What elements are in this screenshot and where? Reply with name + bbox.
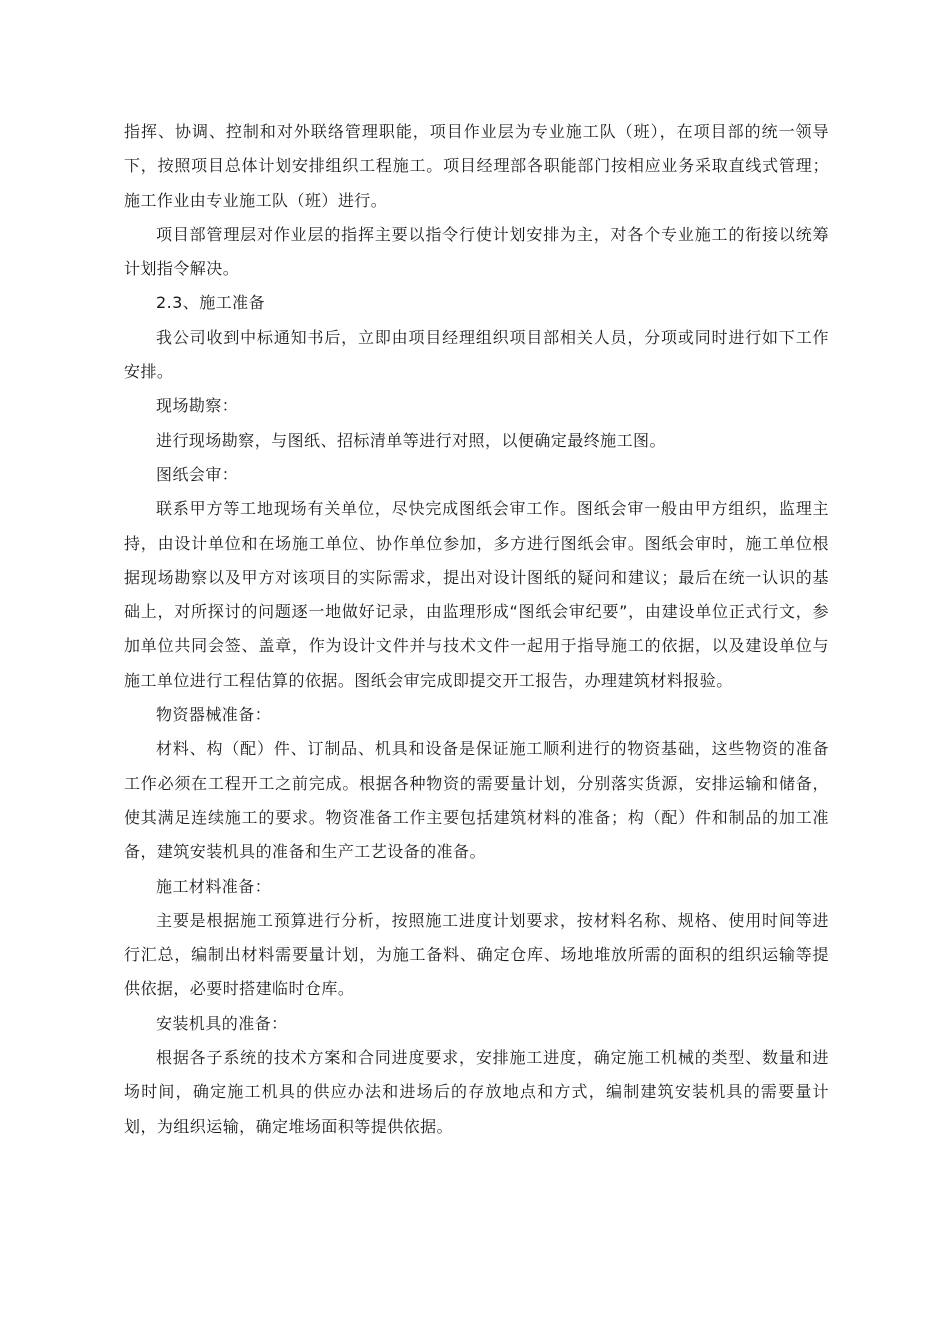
subheading-materials-equipment: 物资器械准备： — [156, 705, 272, 725]
paragraph-command-method: 项目部管理层对作业层的指挥主要以指令行使计划安排为主，对各个专业施工的衔接以统筹计划指令解决。 — [124, 224, 829, 279]
subheading-construction-materials: 施工材料准备： — [156, 876, 272, 896]
paragraph-drawing-review: 联系甲方等工地现场有关单位，尽快完成图纸会审工作。图纸会审一般由甲方组织，监理主持，由设计单位和在场施工单位、协作单位参加，多方进行图纸会审。图纸会审时，施工单位根据现场勘察以及甲方对该项目的实际需求，提出对设计图纸的疑问和建议；最后在统一认识的基础上，对所探讨的问题逐一地做好记录，由监理形成“图纸会审纪要”，由建设单位正式行文，参加单位共同会签、盖章，作为设计文件并与技术文件一起用于指导施工的依据，以及建设单位与施工单位进行工程估算的依据。图纸会审完成即提交开工报告，办理建筑材料报验。 — [124, 499, 829, 690]
paragraph-site-survey: 进行现场勘察，与图纸、招标清单等进行对照，以便确定最终施工图。 — [156, 430, 666, 450]
document-body — [124, 115, 829, 1144]
paragraph-management-functions: 指挥、协调、控制和对外联络管理职能，项目作业层为专业施工队（班），在项目部的统一领导下，按照项目总体计划安排组织工程施工。项目经理部各职能部门按相应业务采取直线式管理；施工作业由专业施工队（班）进行。 — [124, 122, 829, 210]
paragraph-materials-equipment: 材料、构（配）件、订制品、机具和设备是保证施工顺利进行的物资基础，这些物资的准备工作必须在工程开工之前完成。根据各种物资的需要量计划，分别落实货源，安排运输和储备，使其满足连续施工的要求。物资准备工作主要包括建筑材料的准备；构（配）件和制品的加工准备，建筑安装机具的准备和生产工艺设备的准备。 — [124, 739, 829, 862]
subheading-drawing-review: 图纸会审： — [156, 464, 239, 484]
subheading-site-survey: 现场勘察： — [156, 396, 239, 416]
paragraph-construction-materials: 主要是根据施工预算进行分析，按照施工进度计划要求，按材料名称、规格、使用时间等进行汇总，编制出材料需要量计划，为施工备料、确定仓库、场地堆放所需的面积的组织运输等提供依据，必要时搭建临时仓库。 — [124, 910, 829, 999]
section-heading-construction-preparation: 2.3、施工准备 — [156, 293, 266, 313]
paragraph-installation-tools: 根据各子系统的技术方案和合同进度要求，安排施工进度，确定施工机械的类型、数量和进场时间，确定施工机具的供应办法和进场后的存放地点和方式，编制建筑安装机具的需要量计划，为组织运输，确定堆场面积等提供依据。 — [124, 1048, 829, 1136]
subheading-installation-tools: 安装机具的准备： — [156, 1013, 288, 1033]
paragraph-bid-notice: 我公司收到中标通知书后，立即由项目经理组织项目部相关人员，分项或同时进行如下工作安排。 — [124, 327, 829, 382]
